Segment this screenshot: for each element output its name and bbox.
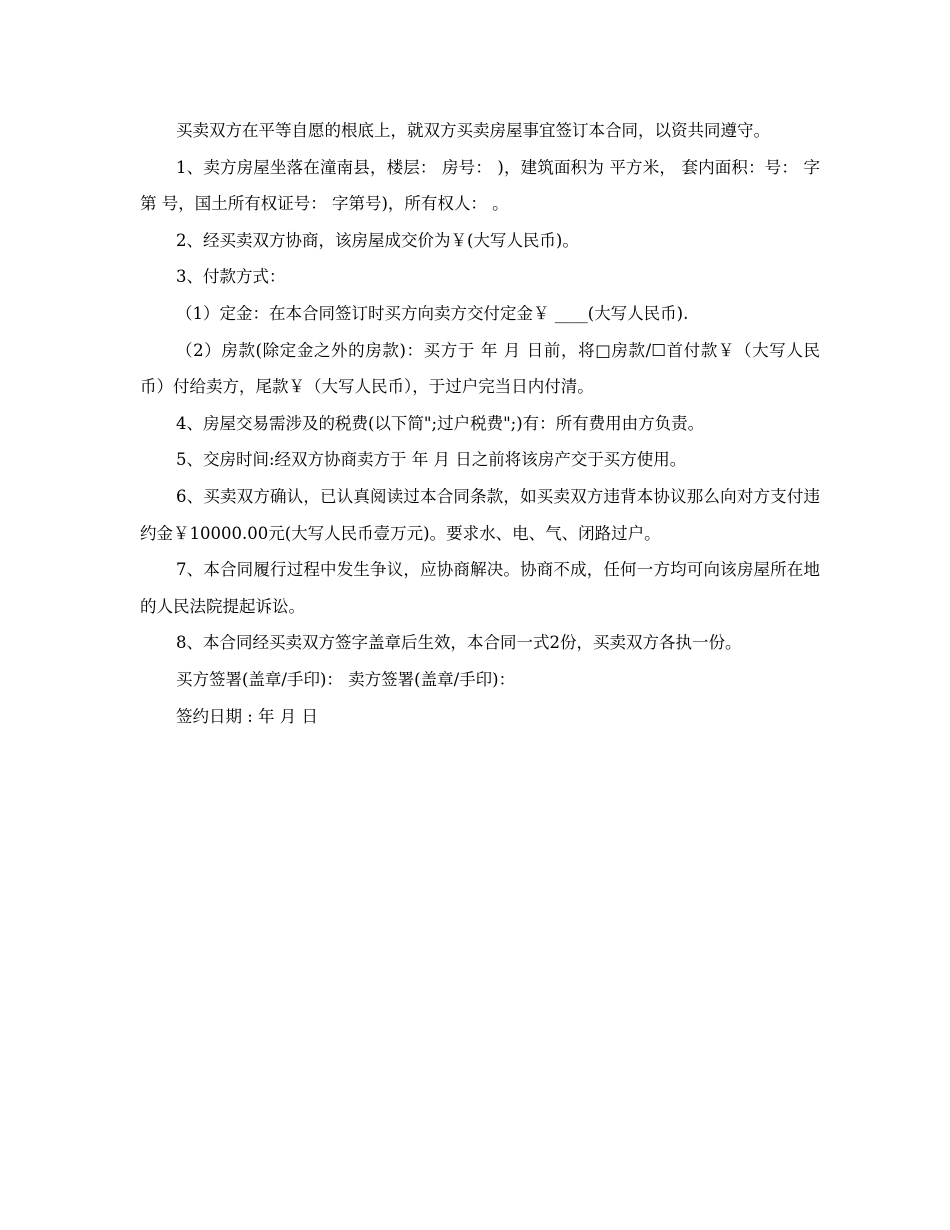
clause-4-taxes: 4、房屋交易需涉及的税费(以下简";过户税费";)有：所有费用由方负责。 xyxy=(176,413,705,433)
clause-8-effect: 8、本合同经买卖双方签字盖章后生效，本合同一式2份，买卖双方各执一份。 xyxy=(176,633,742,653)
clause-5-handover: 5、交房时间:经双方协商卖方于 年 月 日之前将该房产交于买方使用。 xyxy=(176,450,687,470)
clause-3-1-deposit: （1）定金：在本合同签订时买方向卖方交付定金￥ ____(大写人民币). xyxy=(176,303,689,323)
signature-line: 买方签署(盖章/手印)： 卖方签署(盖章/手印)： xyxy=(176,669,516,689)
clause-3-2-payment: （2）房款(除定金之外的房款)：买方于 年 月 日前，将□房款/☐首付款￥（大写人民币）付给卖方，尾款￥（大写人民币），于过户完当日内付清。 xyxy=(140,340,820,397)
contract-body xyxy=(140,113,820,735)
clause-7-dispute: 7、本合同履行过程中发生争议，应协商解决。协商不成，任何一方均可向该房屋所在地的人民法院提起诉讼。 xyxy=(140,560,820,616)
clause-2-price: 2、经买卖双方协商，该房屋成交价为￥(大写人民币)。 xyxy=(176,230,579,250)
intro-paragraph: 买卖双方在平等自愿的根底上，就双方买卖房屋事宜签订本合同，以资共同遵守。 xyxy=(176,121,770,140)
clause-1-property-location: 1、卖方房屋坐落在潼南县，楼层： 房号： )，建筑面积为 平方米， 套内面积：号： 字第 号，国土所有权证号： 字第号)，所有权人： 。 xyxy=(140,157,820,214)
clause-3-payment-heading: 3、付款方式： xyxy=(176,267,286,287)
signing-date: 签约日期 : 年 月 日 xyxy=(176,706,319,726)
clause-6-penalty: 6、买卖双方确认，已认真阅读过本合同条款，如买卖双方违背本协议那么向对方支付违约金￥10000.00元(大写人民币壹万元)。要求水、电、气、闭路过户。 xyxy=(140,486,820,543)
